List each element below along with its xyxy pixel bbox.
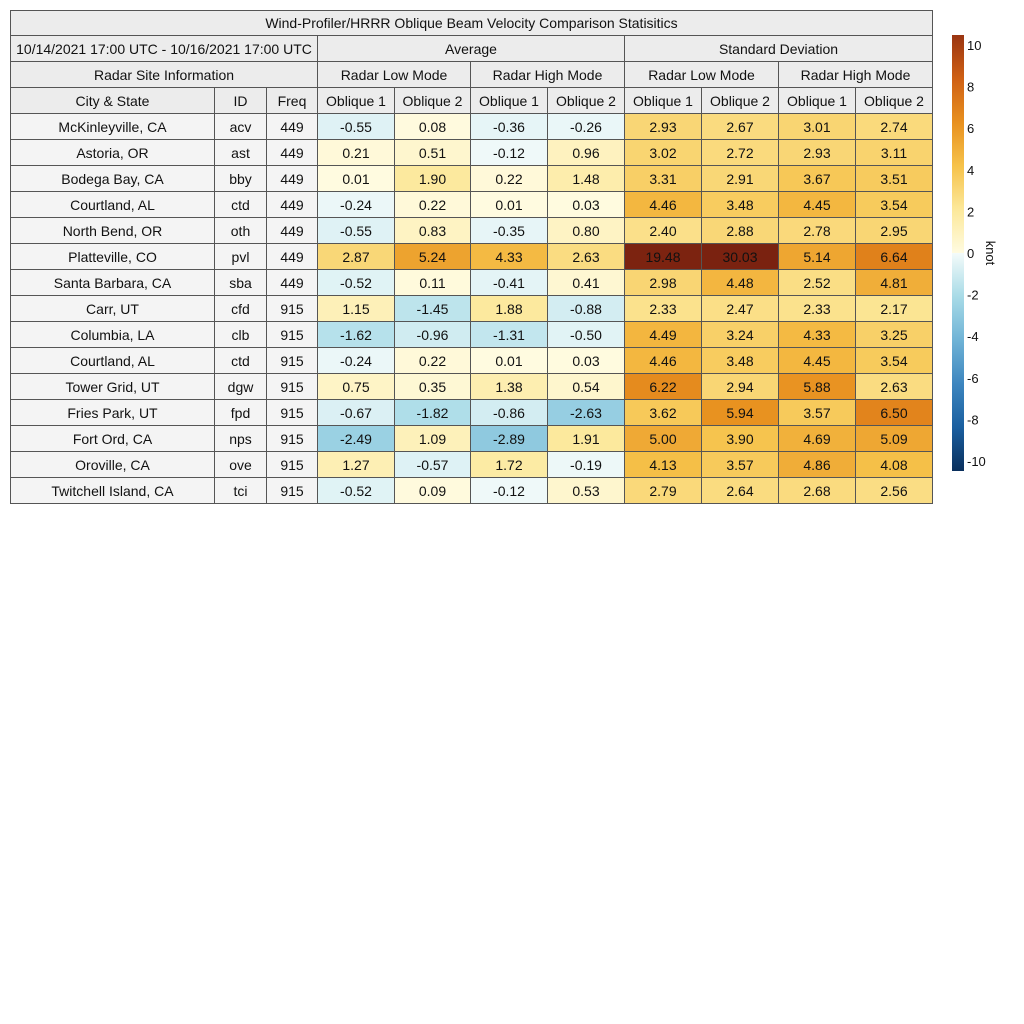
value-cell: -0.52 (318, 270, 395, 296)
table-row (11, 348, 933, 374)
beam-header: Oblique 1 (779, 88, 856, 114)
id-cell: sba (215, 270, 267, 296)
value-cell: 4.69 (779, 426, 856, 452)
table-row (11, 244, 933, 270)
value-cell: -0.55 (318, 114, 395, 140)
value-cell: 2.64 (702, 478, 779, 504)
value-cell: 1.91 (548, 426, 625, 452)
value-cell: 2.78 (779, 218, 856, 244)
value-cell: 0.22 (471, 166, 548, 192)
id-cell: ove (215, 452, 267, 478)
id-cell: acv (215, 114, 267, 140)
value-cell: 0.01 (471, 192, 548, 218)
city-header: City & State (11, 88, 215, 114)
mode-header: Radar Low Mode (625, 62, 779, 88)
value-cell: 2.74 (856, 114, 933, 140)
id-cell: clb (215, 322, 267, 348)
comparison-table (10, 10, 933, 504)
id-cell: dgw (215, 374, 267, 400)
value-cell: 0.80 (548, 218, 625, 244)
value-cell: 0.51 (395, 140, 471, 166)
table-title: Wind-Profiler/HRRR Oblique Beam Velocity Comparison Statisitics (11, 11, 933, 36)
beam-header: Oblique 2 (548, 88, 625, 114)
value-cell: 6.64 (856, 244, 933, 270)
table-row (11, 374, 933, 400)
value-cell: 3.54 (856, 192, 933, 218)
value-cell: 2.67 (702, 114, 779, 140)
mode-header: Radar Low Mode (318, 62, 471, 88)
freq-cell: 449 (267, 166, 318, 192)
value-cell: 2.56 (856, 478, 933, 504)
value-cell: 0.03 (548, 192, 625, 218)
table-body (11, 114, 933, 504)
value-cell: 3.51 (856, 166, 933, 192)
table-row (11, 270, 933, 296)
id-cell: ast (215, 140, 267, 166)
value-cell: -0.67 (318, 400, 395, 426)
colorbar-tick-label: -6 (967, 370, 979, 386)
average-header: Average (318, 36, 625, 62)
value-cell: 1.90 (395, 166, 471, 192)
value-cell: 19.48 (625, 244, 702, 270)
city-cell: Carr, UT (11, 296, 215, 322)
value-cell: 3.62 (625, 400, 702, 426)
value-cell: 3.57 (779, 400, 856, 426)
table-row (11, 114, 933, 140)
beam-header: Oblique 2 (856, 88, 933, 114)
value-cell: 0.08 (395, 114, 471, 140)
value-cell: 3.11 (856, 140, 933, 166)
value-cell: 2.91 (702, 166, 779, 192)
table-row (11, 322, 933, 348)
freq-cell: 449 (267, 244, 318, 270)
value-cell: 0.22 (395, 192, 471, 218)
value-cell: 2.93 (779, 140, 856, 166)
city-cell: Bodega Bay, CA (11, 166, 215, 192)
freq-cell: 449 (267, 114, 318, 140)
freq-cell: 449 (267, 270, 318, 296)
value-cell: 5.24 (395, 244, 471, 270)
city-cell: Twitchell Island, CA (11, 478, 215, 504)
beam-header: Oblique 1 (471, 88, 548, 114)
colorbar-gradient (952, 35, 964, 471)
mode-header: Radar High Mode (779, 62, 933, 88)
value-cell: 3.48 (702, 192, 779, 218)
colorbar (952, 35, 1024, 475)
value-cell: 3.57 (702, 452, 779, 478)
value-cell: -2.63 (548, 400, 625, 426)
value-cell: 4.13 (625, 452, 702, 478)
value-cell: 2.72 (702, 140, 779, 166)
freq-cell: 449 (267, 140, 318, 166)
value-cell: 2.40 (625, 218, 702, 244)
value-cell: 0.03 (548, 348, 625, 374)
value-cell: 1.88 (471, 296, 548, 322)
city-cell: Courtland, AL (11, 348, 215, 374)
value-cell: 2.33 (779, 296, 856, 322)
value-cell: 3.31 (625, 166, 702, 192)
value-cell: -0.96 (395, 322, 471, 348)
freq-cell: 915 (267, 452, 318, 478)
value-cell: 0.75 (318, 374, 395, 400)
value-cell: 2.33 (625, 296, 702, 322)
colorbar-tick-label: -4 (967, 329, 979, 345)
beam-header: Oblique 1 (318, 88, 395, 114)
value-cell: 2.63 (548, 244, 625, 270)
value-cell: 5.14 (779, 244, 856, 270)
value-cell: 4.86 (779, 452, 856, 478)
value-cell: 30.03 (702, 244, 779, 270)
city-cell: Tower Grid, UT (11, 374, 215, 400)
table-row (11, 478, 933, 504)
value-cell: 6.50 (856, 400, 933, 426)
freq-cell: 449 (267, 192, 318, 218)
value-cell: -2.49 (318, 426, 395, 452)
value-cell: -0.19 (548, 452, 625, 478)
value-cell: 3.67 (779, 166, 856, 192)
id-cell: cfd (215, 296, 267, 322)
beam-header: Oblique 2 (702, 88, 779, 114)
mode-header: Radar High Mode (471, 62, 625, 88)
table-row (11, 166, 933, 192)
beam-header: Oblique 1 (625, 88, 702, 114)
id-cell: tci (215, 478, 267, 504)
value-cell: -2.89 (471, 426, 548, 452)
value-cell: -0.24 (318, 348, 395, 374)
value-cell: 0.11 (395, 270, 471, 296)
colorbar-tick-label: 6 (967, 121, 975, 137)
value-cell: 0.09 (395, 478, 471, 504)
city-cell: Fries Park, UT (11, 400, 215, 426)
value-cell: 1.15 (318, 296, 395, 322)
value-cell: -0.41 (471, 270, 548, 296)
beam-header: Oblique 2 (395, 88, 471, 114)
value-cell: -0.35 (471, 218, 548, 244)
value-cell: 0.01 (318, 166, 395, 192)
city-cell: McKinleyville, CA (11, 114, 215, 140)
freq-header: Freq (267, 88, 318, 114)
table-row (11, 192, 933, 218)
freq-cell: 915 (267, 296, 318, 322)
table-row (11, 218, 933, 244)
value-cell: 3.24 (702, 322, 779, 348)
city-cell: Platteville, CO (11, 244, 215, 270)
value-cell: 2.95 (856, 218, 933, 244)
value-cell: 5.88 (779, 374, 856, 400)
value-cell: 4.48 (702, 270, 779, 296)
value-cell: 1.27 (318, 452, 395, 478)
city-cell: Columbia, LA (11, 322, 215, 348)
colorbar-tick-label: 4 (967, 162, 975, 178)
value-cell: 5.94 (702, 400, 779, 426)
value-cell: 2.88 (702, 218, 779, 244)
value-cell: 3.02 (625, 140, 702, 166)
colorbar-label: knot (983, 240, 998, 266)
value-cell: 2.17 (856, 296, 933, 322)
value-cell: -1.45 (395, 296, 471, 322)
value-cell: -0.50 (548, 322, 625, 348)
id-cell: ctd (215, 192, 267, 218)
id-cell: oth (215, 218, 267, 244)
date-range: 10/14/2021 17:00 UTC - 10/16/2021 17:00 UTC (11, 36, 318, 62)
value-cell: 2.47 (702, 296, 779, 322)
value-cell: 1.48 (548, 166, 625, 192)
id-cell: nps (215, 426, 267, 452)
value-cell: 2.79 (625, 478, 702, 504)
value-cell: -0.88 (548, 296, 625, 322)
value-cell: 2.87 (318, 244, 395, 270)
value-cell: 2.63 (856, 374, 933, 400)
table-row (11, 296, 933, 322)
value-cell: -0.12 (471, 478, 548, 504)
value-cell: -0.26 (548, 114, 625, 140)
value-cell: 4.45 (779, 348, 856, 374)
value-cell: -0.55 (318, 218, 395, 244)
value-cell: -0.24 (318, 192, 395, 218)
value-cell: -1.62 (318, 322, 395, 348)
value-cell: 0.83 (395, 218, 471, 244)
freq-cell: 915 (267, 426, 318, 452)
id-cell: pvl (215, 244, 267, 270)
value-cell: 4.33 (471, 244, 548, 270)
freq-cell: 915 (267, 374, 318, 400)
city-cell: Astoria, OR (11, 140, 215, 166)
value-cell: 1.38 (471, 374, 548, 400)
site-info-header: Radar Site Information (11, 62, 318, 88)
value-cell: 0.01 (471, 348, 548, 374)
table-row (11, 452, 933, 478)
table-row (11, 140, 933, 166)
value-cell: 5.00 (625, 426, 702, 452)
value-cell: -0.36 (471, 114, 548, 140)
colorbar-tick-label: 8 (967, 79, 975, 95)
value-cell: 2.98 (625, 270, 702, 296)
table-row (11, 426, 933, 452)
city-cell: Santa Barbara, CA (11, 270, 215, 296)
value-cell: 0.21 (318, 140, 395, 166)
value-cell: 3.90 (702, 426, 779, 452)
value-cell: 0.96 (548, 140, 625, 166)
value-cell: 0.54 (548, 374, 625, 400)
value-cell: -0.57 (395, 452, 471, 478)
value-cell: 0.53 (548, 478, 625, 504)
city-cell: North Bend, OR (11, 218, 215, 244)
std-dev-header: Standard Deviation (625, 36, 933, 62)
value-cell: 3.54 (856, 348, 933, 374)
table-row (11, 400, 933, 426)
value-cell: 0.22 (395, 348, 471, 374)
value-cell: 4.46 (625, 348, 702, 374)
value-cell: 3.25 (856, 322, 933, 348)
freq-cell: 915 (267, 348, 318, 374)
value-cell: 4.33 (779, 322, 856, 348)
value-cell: 2.68 (779, 478, 856, 504)
id-header: ID (215, 88, 267, 114)
id-cell: fpd (215, 400, 267, 426)
value-cell: -1.31 (471, 322, 548, 348)
value-cell: 2.94 (702, 374, 779, 400)
freq-cell: 915 (267, 400, 318, 426)
colorbar-tick-label: -8 (967, 412, 979, 428)
id-cell: bby (215, 166, 267, 192)
colorbar-tick-label: 10 (967, 38, 982, 53)
value-cell: 4.81 (856, 270, 933, 296)
value-cell: 3.01 (779, 114, 856, 140)
value-cell: -0.52 (318, 478, 395, 504)
freq-cell: 915 (267, 322, 318, 348)
value-cell: 4.45 (779, 192, 856, 218)
value-cell: 4.49 (625, 322, 702, 348)
value-cell: 0.35 (395, 374, 471, 400)
city-cell: Fort Ord, CA (11, 426, 215, 452)
value-cell: 0.41 (548, 270, 625, 296)
value-cell: 1.72 (471, 452, 548, 478)
value-cell: -1.82 (395, 400, 471, 426)
colorbar-tick-label: 2 (967, 204, 975, 220)
city-cell: Courtland, AL (11, 192, 215, 218)
colorbar-tick-label: -10 (967, 454, 986, 469)
value-cell: 1.09 (395, 426, 471, 452)
freq-cell: 449 (267, 218, 318, 244)
value-cell: -0.86 (471, 400, 548, 426)
value-cell: -0.12 (471, 140, 548, 166)
value-cell: 6.22 (625, 374, 702, 400)
value-cell: 5.09 (856, 426, 933, 452)
value-cell: 4.08 (856, 452, 933, 478)
colorbar-tick-label: -2 (967, 287, 979, 303)
id-cell: ctd (215, 348, 267, 374)
value-cell: 2.93 (625, 114, 702, 140)
freq-cell: 915 (267, 478, 318, 504)
colorbar-tick-label: 0 (967, 246, 975, 261)
value-cell: 4.46 (625, 192, 702, 218)
city-cell: Oroville, CA (11, 452, 215, 478)
value-cell: 2.52 (779, 270, 856, 296)
value-cell: 3.48 (702, 348, 779, 374)
